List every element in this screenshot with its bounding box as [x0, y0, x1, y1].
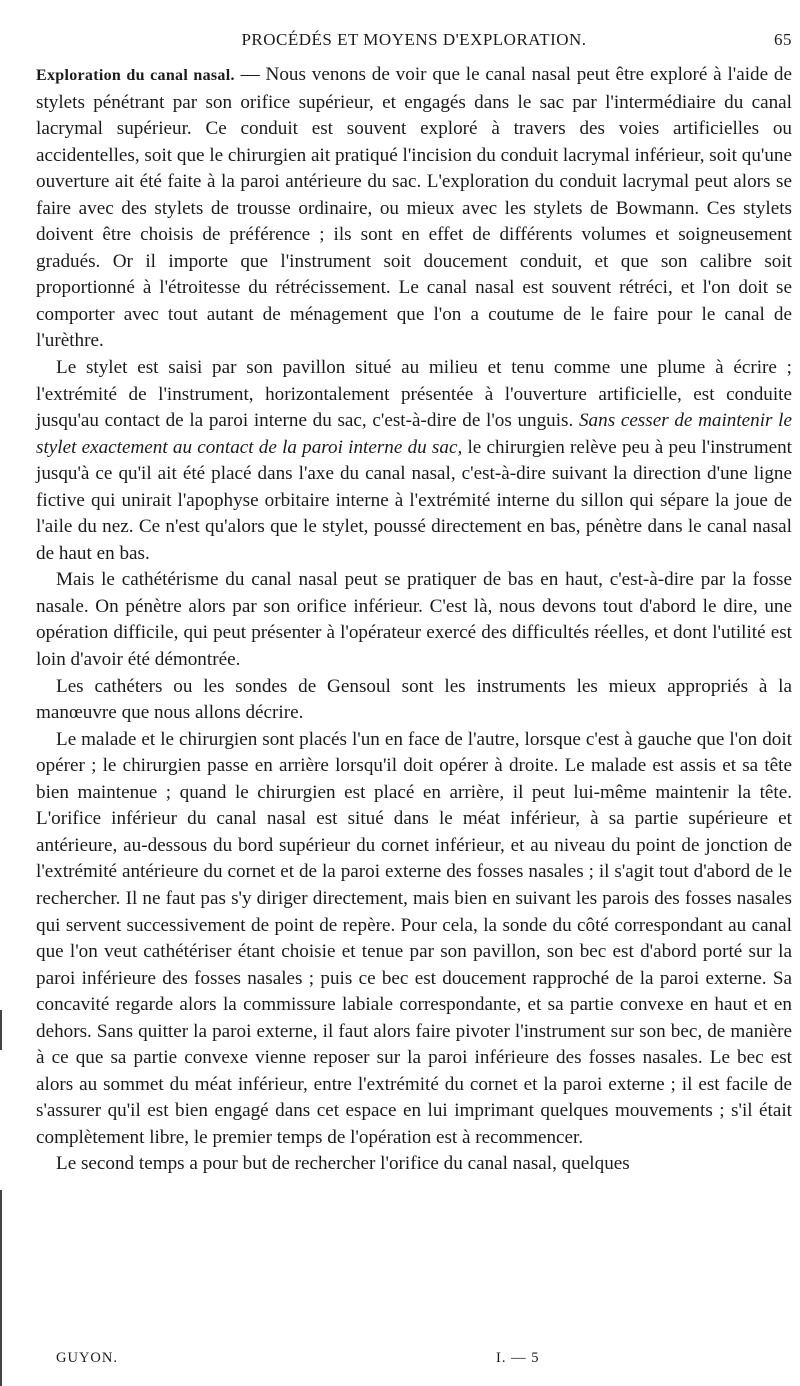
page-number: 65 [774, 30, 792, 49]
paragraph [36, 62, 792, 355]
paragraph: Les cathéters ou les sondes de Gensoul sont les instruments les mieux appropriés à la manœuvre que nous allons décrire. [36, 675, 792, 724]
running-title: PROCÉDÉS ET MOYENS D'EXPLORATION. [241, 30, 587, 49]
signature-mark-volume: I. — 5 [496, 1350, 540, 1366]
scan-edge-line [0, 1190, 2, 1386]
paragraph [36, 355, 792, 567]
paragraph: Le second temps a pour but de rechercher l'orifice du canal nasal, quelques [56, 1153, 630, 1175]
paragraph: Mais le cathétérisme du canal nasal peut se pratiquer de bas en haut, c'est-à-dire par la fosse nasale. On pénètre alors par son orifice inférieur. C'est là, nous devons tout d'abord le dire, une opération difficile, qui peut présenter à l'opérateur exercé des difficultés réelles, et dont l'utilité est loin d'avoir été démontrée. [36, 569, 792, 671]
signature-mark-author: GUYON. [56, 1350, 118, 1366]
paragraph-text: le chirurgien relève peu à peu l'instrument jusqu'à ce qu'il ait été placé dans l'axe du canal nasal, c'est-à-dire suivant la direction d'une ligne fictive qui unirait l'apophyse orbitaire interne à l'extrémité interne du sillon qui sépare la joue de l'aile du nez. Ce n'est qu'alors que le stylet, poussé directement en bas, pénètre dans le canal nasal de haut en bas. [36, 436, 792, 564]
scan-edge-line [0, 1010, 2, 1050]
section-heading: Exploration du canal nasal. [36, 67, 235, 84]
paragraph-text: — Nous venons de voir que le canal nasal peut être exploré à l'aide de stylets pénétrant par son orifice supérieur, et engagés dans le sac par l'intermédiaire du canal lacrymal supérieur. Ce conduit est souvent exploré à travers des voies artificielles ou accidentelles, soit que le chirurgien ait pratiqué l'incision du conduit lacrymal inférieur, soit qu'une ouverture ait été faite à la paroi antérieure du sac. L'exploration du conduit lacrymal peut alors se faire avec des stylets de trousse ordinaire, ou mieux avec les stylets de Bowmann. Ces stylets doivent être choisis de préférence ; ils sont en effet de différents volumes et soigneusement gradués. Or il importe que l'instrument soit doucement conduit, et que son calibre soit proportionné à l'étroitesse du rétrécissement. Le canal nasal est souvent rétréci, et l'on doit se comporter avec tout autant de ménagement que l'on a coutume de le faire pour le canal de l'urèthre. [36, 64, 792, 352]
page-header [36, 30, 792, 56]
paragraph-text: Le stylet est saisi par son pavillon situé au milieu et tenu comme une plume à écrire ; l'extrémité de l'instrument, horizontalement présentée à l'ouverture artificielle, est conduite jusqu'au contact de la paroi interne du sac, c'est-à-dire de l'os unguis. [36, 357, 792, 432]
body-text [36, 62, 792, 1178]
italic-emphasis: Sans cesser de maintenir le stylet exactement au contact de la paroi interne du sac, [36, 410, 792, 458]
paragraph: Le malade et le chirurgien sont placés l'un en face de l'autre, lorsque c'est à gauche que l'on doit opérer ; le chirurgien passe en arrière lorsqu'il doit opérer à droite. Le malade est assis et sa tête bien maintenue ; quand le chirurgien est placé en arrière, il peut lui-même maintenir la tête. L'orifice inférieur du canal nasal est situé dans le méat inférieur, à sa partie supérieure et antérieure, au-dessous du bord supérieur du cornet inférieur, et au niveau du point de jonction de l'extrémité antérieure du cornet et de la paroi externe des fosses nasales ; il s'agit tout d'abord de le rechercher. Il ne faut pas s'y diriger directement, mais bien en suivant les parois des fosses nasales qui servent successivement de point de repère. Pour cela, la sonde du côté correspondant au canal que l'on veut cathétériser étant choisie et tenue par son pavillon, son bec est d'abord porté sur la paroi inférieure des fosses nasales ; puis ce bec est doucement rapproché de la paroi externe. Sa concavité regarde alors la commissure labiale correspondante, et sa partie convexe en haut et en dehors. Sans quitter la paroi externe, il faut alors faire pivoter l'instrument sur son bec, de manière à ce que sa partie convexe vienne reposer sur la paroi inférieure des fosses nasales. Le bec est alors au sommet du méat inférieur, entre l'extrémité du cornet et la paroi externe ; il est facile de s'assurer qu'il est bien engagé dans cet espace en lui imprimant quelques mouvements ; s'il était complètement libre, le premier temps de l'opération est à recommencer. [36, 728, 792, 1148]
